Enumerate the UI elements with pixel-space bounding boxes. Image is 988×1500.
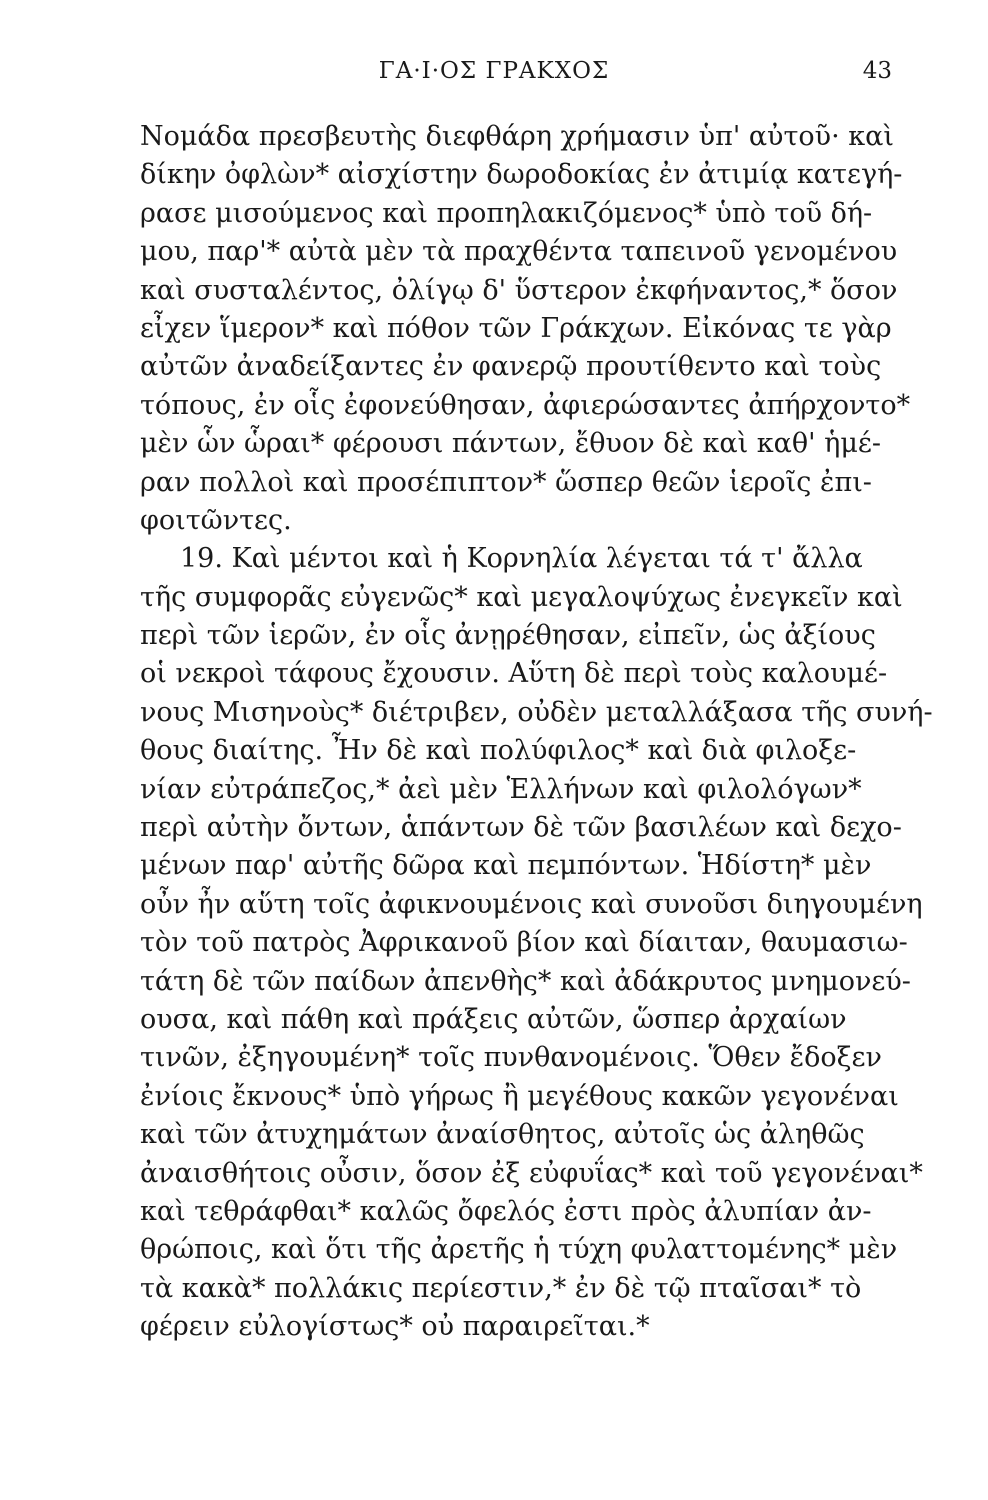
text-line: περὶ αὐτὴν ὄντων, ἁπάντων δὲ τῶν βασιλέων καὶ δεχο- bbox=[140, 812, 902, 844]
text-line: τινῶν, ἐξηγουμένη* τοῖς πυνθανομένοις. Ὅθεν ἔδοξεν bbox=[140, 1042, 882, 1074]
text-line: νους Μισηνοὺς* διέτριβεν, οὐδὲν μεταλλάξασα τῆς συνή- bbox=[140, 696, 933, 728]
text-line: μὲν ὧν ὧραι* φέρουσι πάντων, ἔθυον δὲ καὶ καθ' ἡμέ- bbox=[140, 428, 882, 460]
text-line: ρασε μισούμενος καὶ προπηλακιζόμενος* ὑπὸ τοῦ δή- bbox=[140, 197, 873, 229]
running-title: ΓΑ·Ι·ΟΣ ΓΡΑΚΧΟΣ bbox=[378, 58, 610, 84]
text-line: ἐνίοις ἔκνους* ὑπὸ γήρως ἢ μεγέθους κακῶν γεγονέναι bbox=[140, 1080, 899, 1112]
text-line: ἀναισθήτοις οὖσιν, ὅσον ἐξ εὐφυΐας* καὶ τοῦ γεγονέναι* bbox=[140, 1157, 923, 1189]
text-line: τῆς συμφορᾶς εὐγενῶς* καὶ μεγαλοψύχως ἐνεγκεῖν καὶ bbox=[140, 581, 903, 613]
page-header bbox=[0, 58, 988, 94]
text-line: καὶ συσταλέντος, ὀλίγῳ δ' ὕστερον ἐκφήναντος,* ὅσον bbox=[140, 274, 898, 306]
text-line: νίαν εὐτράπεζος,* ἀεὶ μὲν Ἑλλήνων καὶ φιλολόγων* bbox=[140, 773, 862, 805]
text-line: δίκην ὀφλὼν* αἰσχίστην δωροδοκίας ἐν ἀτιμίᾳ κατεγή- bbox=[140, 159, 903, 191]
text-line: οἱ νεκροὶ τάφους ἔχουσιν. Αὕτη δὲ περὶ τοὺς καλουμέ- bbox=[140, 658, 888, 690]
text-line: καὶ τῶν ἀτυχημάτων ἀναίσθητος, αὐτοῖς ὡς ἀληθῶς bbox=[140, 1119, 865, 1151]
text-line: καὶ τεθράφθαι* καλῶς ὄφελός ἐστι πρὸς ἀλυπίαν ἀν- bbox=[140, 1195, 872, 1227]
text-line: τὰ κακὰ* πολλάκις περίεστιν,* ἐν δὲ τῷ πταῖσαι* τὸ bbox=[140, 1272, 862, 1304]
text-line: οὖν ἦν αὕτη τοῖς ἀφικνουμένοις καὶ συνοῦσι διηγουμένη bbox=[140, 888, 923, 920]
text-line: φοιτῶντες. bbox=[140, 504, 292, 536]
section-19-first-line: 19. Καὶ μέντοι καὶ ἡ Κορνηλία λέγεται τά τ' ἄλλα bbox=[180, 543, 863, 575]
text-line: ραν πολλοὶ καὶ προσέπιπτον* ὥσπερ θεῶν ἱεροῖς ἐπι- bbox=[140, 466, 872, 498]
text-line: μένων παρ' αὐτῆς δῶρα καὶ πεμπόντων. Ἡδίστη* μὲν bbox=[140, 850, 872, 882]
text-line: μου, παρ'* αὐτὰ μὲν τὰ πραχθέντα ταπεινοῦ γενομένου bbox=[140, 236, 898, 268]
text-line: περὶ τῶν ἱερῶν, ἐν οἷς ἀνῃρέθησαν, εἰπεῖν, ὡς ἀξίους bbox=[140, 620, 876, 652]
text-line: φέρειν εὐλογίστως* οὐ παραιρεῖται.* bbox=[140, 1311, 650, 1343]
text-line: ουσα, καὶ πάθη καὶ πράξεις αὐτῶν, ὥσπερ ἀρχαίων bbox=[140, 1003, 847, 1035]
text-line: τόπους, ἐν οἷς ἐφονεύθησαν, ἀφιερώσαντες ἀπήρχοντο* bbox=[140, 389, 911, 421]
body-text bbox=[140, 118, 933, 1347]
text-line: αὐτῶν ἀναδείξαντες ἐν φανερῷ προυτίθεντο καὶ τοὺς bbox=[140, 351, 882, 383]
text-line: Νομάδα πρεσβευτὴς διεφθάρη χρήμασιν ὑπ' αὐτοῦ· καὶ bbox=[140, 121, 894, 152]
page-number: 43 bbox=[862, 58, 892, 84]
text-line: θους διαίτης. Ἦν δὲ καὶ πολύφιλος* καὶ διὰ φιλοξε- bbox=[140, 735, 857, 767]
text-line: θρώποις, καὶ ὅτι τῆς ἀρετῆς ἡ τύχη φυλαττομένης* μὲν bbox=[140, 1234, 898, 1266]
text-line: τάτη δὲ τῶν παίδων ἀπενθὴς* καὶ ἀδάκρυτος μνημονεύ- bbox=[140, 965, 911, 997]
text-line: τὸν τοῦ πατρὸς Ἀφρικανοῦ βίον καὶ δίαιταν, θαυμασιω- bbox=[140, 927, 908, 959]
text-line: εἶχεν ἵμερον* καὶ πόθον τῶν Γράκχων. Εἰκόνας τε γὰρ bbox=[140, 312, 892, 344]
